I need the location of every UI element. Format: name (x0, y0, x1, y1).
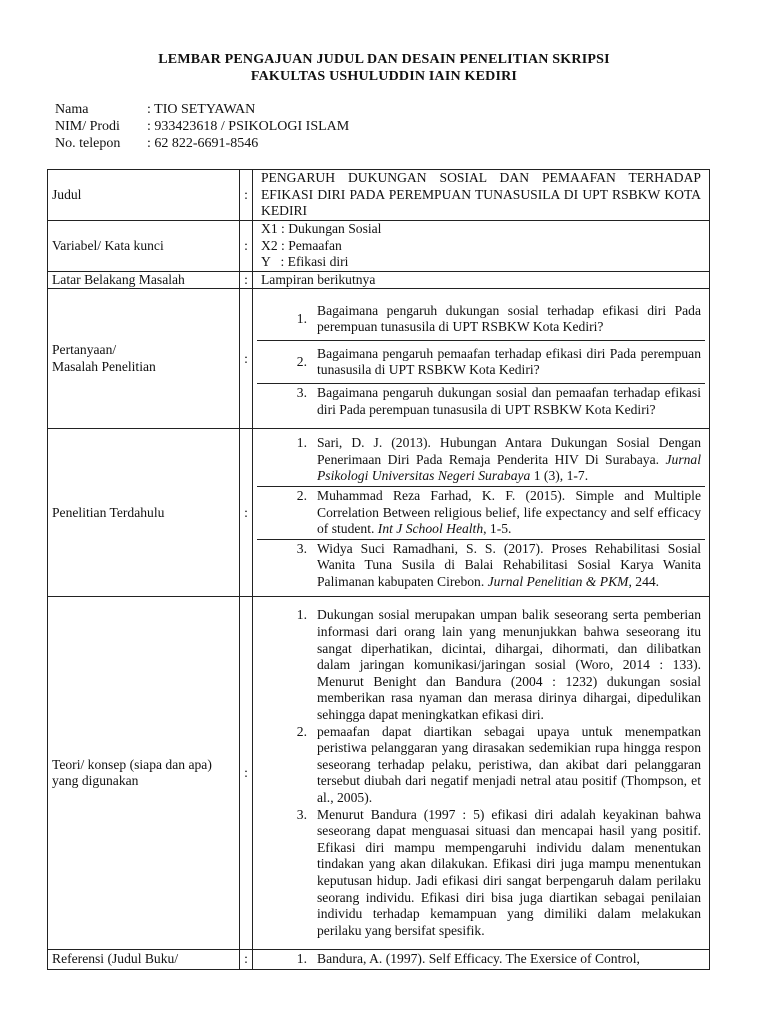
identity-row-name (55, 101, 349, 118)
reference-item: 3. Widya Suci Ramadhani, S. S. (2017). Proses Rehabilitasi Sosial Wanita Tuna Susila di Balai Rehabilitasi Sosial Karya Wanita Palimanan kabupaten Cirebon. Jurnal Penelitian & PKM, 244. (257, 539, 705, 592)
question-item: 2. Bagaimana pengaruh pemaafan terhadap efikasi diri Pada perempuan tunasusila di UPT RSBKW Kota Kediri? (257, 340, 705, 383)
colon: : (240, 289, 253, 429)
identity-block (55, 101, 349, 152)
document-title-line-1: LEMBAR PENGAJUAN JUDUL DAN DESAIN PENELITIAN SKRIPSI (158, 52, 610, 67)
colon: : (240, 271, 253, 289)
identity-value: : 62 822-6691-8546 (147, 136, 259, 151)
variable-item: X2 : Pemaafan (261, 237, 342, 253)
identity-label: No. telepon (55, 136, 121, 151)
label-teori: Teori/ konsep (siapa dan apa) yang digunakan (48, 597, 240, 950)
identity-row-phone (55, 135, 349, 152)
row-referensi (48, 950, 710, 970)
value-pertanyaan (253, 289, 710, 429)
row-variabel (48, 221, 710, 272)
variable-item: Y : Efikasi diri (261, 254, 349, 270)
question-item: 1. Bagaimana pengaruh dukungan sosial terhadap efikasi diri Pada perempuan tunasusila di UPT RSBKW Kota Kediri? (296, 302, 701, 335)
value-variabel (253, 221, 710, 272)
colon: : (240, 429, 253, 597)
row-latar (48, 271, 710, 289)
row-teori (48, 597, 710, 950)
document-title-line-2: FAKULTAS USHULUDDIN IAIN KEDIRI (250, 69, 518, 84)
variable-item: X1 : Dukungan Sosial (261, 221, 382, 236)
reference-item: 1. Sari, D. J. (2013). Hubungan Antara Dukungan Sosial Dengan Penerimaan Diri Pada Remaja Penderita HIV Di Surabaya. Jurnal Psikologi Universitas Negeri Surabaya 1 (3), 1-7. (296, 435, 701, 484)
colon: : (240, 950, 253, 970)
label-variabel: Variabel/ Kata kunci (48, 221, 240, 272)
theory-item: 1. Dukungan sosial merupakan umpan balik seseorang serta pemberian informasi dari orang lain yang menunjukkan bahwa seseorang itu sangat diperhatikan, dicintai, dihargai, dihormati, dan dilibatkan dalam jaringan komunikasi/jaringan sosial (Woro, 2014 : 133). Menurut Benight dan Bandura (2004 : 1232) dukungan sosial memberikan rasa nyaman dan merasa dirinya dihargai, dipedulikan sehingga dapat meningkatkan efikasi diri. (296, 607, 701, 722)
reference-item: 2. Muhammad Reza Farhad, K. F. (2015). Simple and Multiple Correlation Between religious belief, life expectancy and self efficacy of student. Int J School Health, 1-5. (257, 486, 705, 539)
row-penelitian-terdahulu (48, 429, 710, 597)
label-referensi: Referensi (Judul Buku/ (48, 950, 240, 970)
identity-label: Nama (55, 102, 89, 117)
theory-item: 2. pemaafan dapat diartikan sebagai upaya untuk menempatkan peristiwa pelanggaran yang dirasakan sedemikian rupa hingga respon seseorang terhadap pelaku, peristiwa, dan akibat dari pelanggaran tersebut diubah dari negatif menjadi netral atau positif (Thompson, et al., 2005). (296, 723, 701, 805)
colon: : (240, 170, 253, 221)
value-judul: PENGARUH DUKUNGAN SOSIAL DAN PEMAAFAN TERHADAP EFIKASI DIRI PADA PEREMPUAN TUNASUSILA DI UPT RSBKW KOTA KEDIRI (253, 170, 710, 221)
identity-value: : 933423618 / PSIKOLOGI ISLAM (147, 119, 350, 134)
reference-item: 1. Bandura, A. (1997). Self Efficacy. The Exersice of Control, (296, 951, 640, 967)
proposal-table (47, 169, 710, 970)
label-penelitian-terdahulu: Penelitian Terdahulu (48, 429, 240, 597)
value-latar: Lampiran berikutnya (253, 271, 710, 289)
colon: : (240, 597, 253, 950)
value-penelitian-terdahulu (253, 429, 710, 597)
identity-label: NIM/ Prodi (55, 119, 120, 134)
label-latar: Latar Belakang Masalah (48, 271, 240, 289)
question-item: 3. Bagaimana pengaruh dukungan sosial dan pemaafan terhadap efikasi diri Pada perempuan tunasusila di UPT RSBKW Kota Kediri? (257, 383, 705, 419)
label-judul: Judul (48, 170, 240, 221)
value-referensi (253, 950, 710, 970)
colon: : (240, 221, 253, 272)
identity-value: : TIO SETYAWAN (147, 102, 256, 117)
row-pertanyaan (48, 289, 710, 429)
label-pertanyaan: Pertanyaan/ Masalah Penelitian (48, 289, 240, 429)
row-judul (48, 170, 710, 221)
identity-row-nim (55, 118, 349, 135)
value-teori (253, 597, 710, 950)
theory-item: 3. Menurut Bandura (1997 : 5) efikasi diri adalah keyakinan bahwa seseorang dapat menguasai situasi dan mencapai hasil yang positif. Efikasi diri mampu mempengaruhi individu dalam menentukan tindakan yang akan dilakukan. Efikasi diri juga mampu menentukan keputusan hidup. Jadi efikasi diri sangat berpengaruh dalam perilaku seorang individu. Efikasi diri bisa juga diartikan sebagai penilaian individu terhadap kemampuan yang dimiliki dalam melakukan perilaku yang bersifat spesifik. (296, 806, 701, 938)
